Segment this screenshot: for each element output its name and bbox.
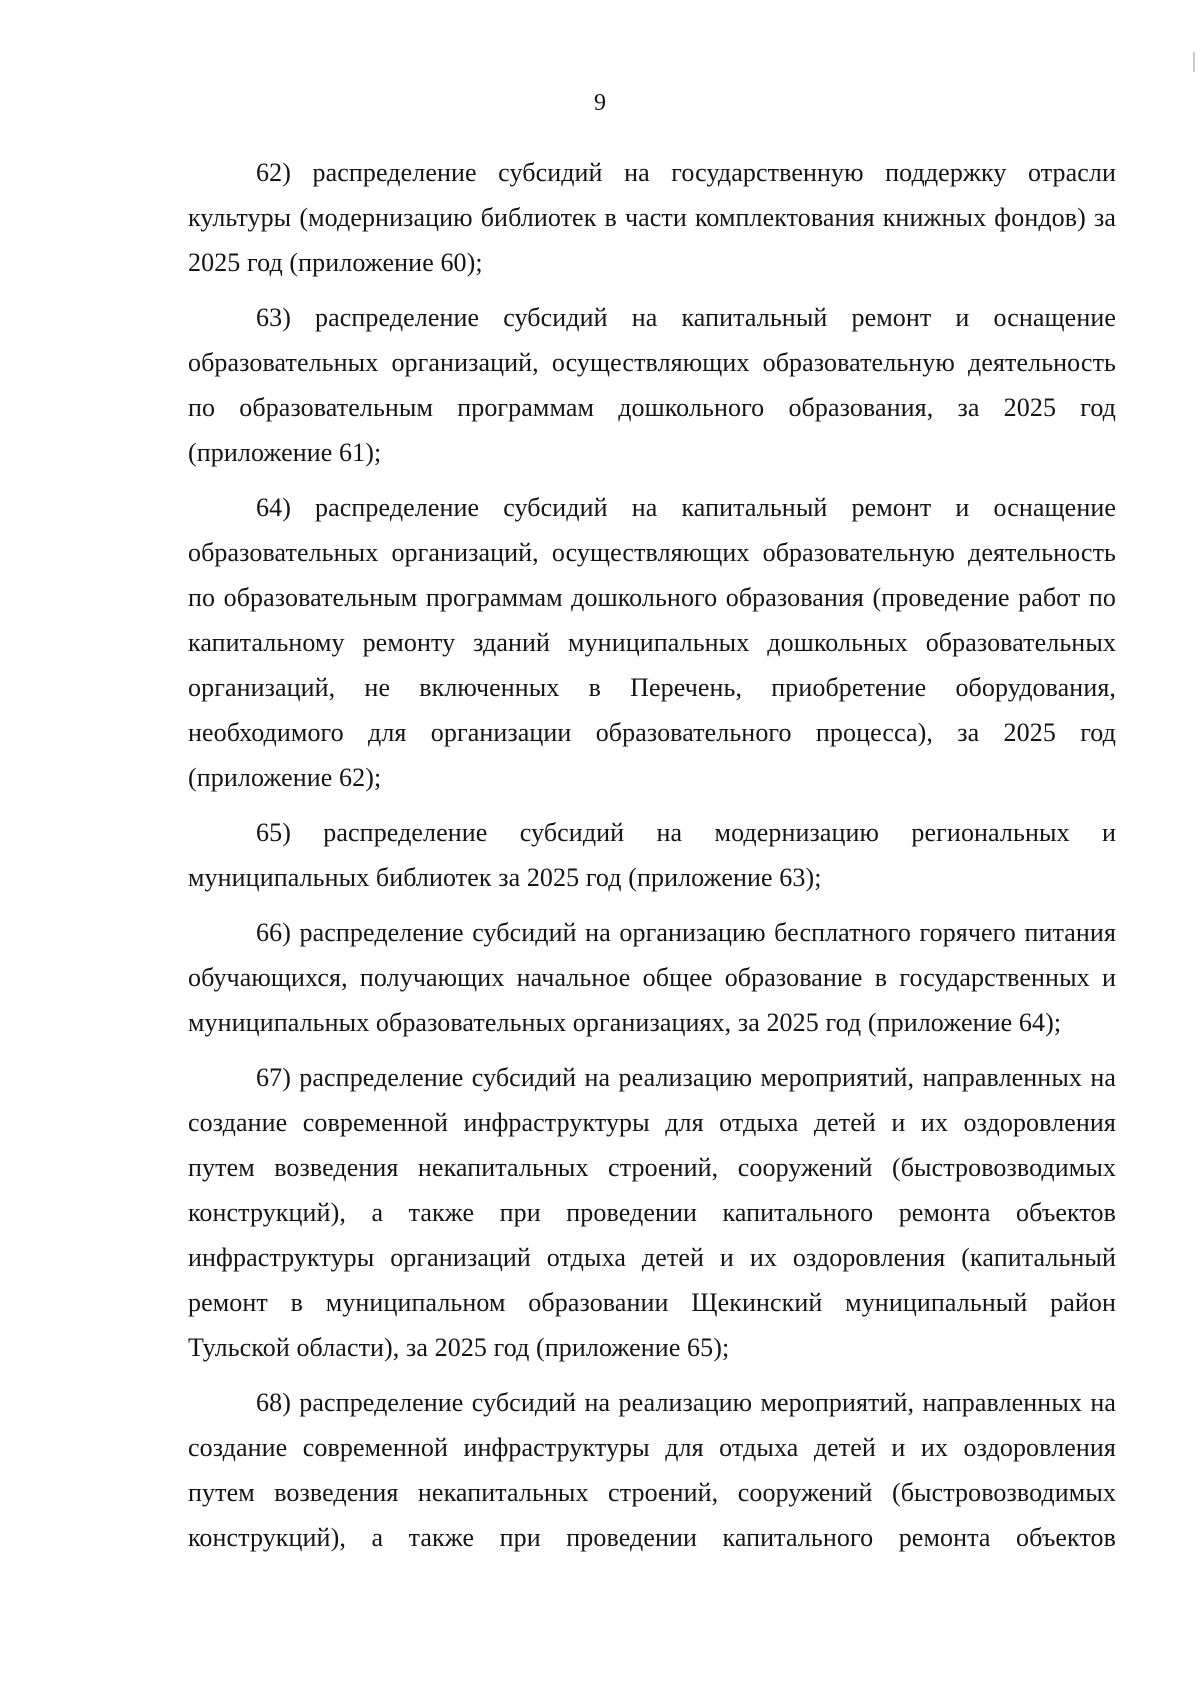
paragraph-item-67: 67) распределение субсидий на реализацию мероприятий, направленных на создание современной инфраструктуры для отдыха детей и их оздоровления путем возведения некапитальных строений, сооружений (быстровозводимых конструкций), а также при проведении капитального ремонта объектов инфраструктуры организаций отдыха детей и их оздоровления (капитальный ремонт в муниципальном образовании Щекинский муниципальный район Тульской области), за 2025 год (приложение 65); [188,1063,1116,1362]
scan-edge-mark [1193,52,1195,72]
paragraph-item-66: 66) распределение субсидий на организацию бесплатного горячего питания обучающихся, получающих начальное общее образование в государственных и муниципальных образовательных организациях, за 2025 год (приложение 64); [188,918,1116,1037]
paragraph-item-63: 63) распределение субсидий на капитальный ремонт и оснащение образовательных организаций, осуществляющих образовательную деятельность по образовательным программам дошкольного образования, за 2025 год (приложение 61); [188,303,1116,467]
document-body [188,150,1116,1570]
paragraph-item-68: 68) распределение субсидий на реализацию мероприятий, направленных на создание современной инфраструктуры для отдыха детей и их оздоровления путем возведения некапитальных строений, сооружений (быстровозводимых конструкций), а также при проведении капитального ремонта объектов [188,1388,1116,1552]
page-number: 9 [594,90,606,116]
paragraph-item-62: 62) распределение субсидий на государственную поддержку отрасли культуры (модернизацию библиотек в части комплектования книжных фондов) за 2025 год (приложение 60); [188,158,1116,277]
paragraph-item-64: 64) распределение субсидий на капитальный ремонт и оснащение образовательных организаций, осуществляющих образовательную деятельность по образовательным программам дошкольного образования (проведение работ по капитальному ремонту зданий муниципальных дошкольных образовательных организаций, не включенных в Перечень, приобретение оборудования, необходимого для организации образовательного процесса), за 2025 год (приложение 62); [188,493,1116,792]
paragraph-item-65: 65) распределение субсидий на модернизацию региональных и муниципальных библиотек за 2025 год (приложение 63); [188,818,1116,892]
